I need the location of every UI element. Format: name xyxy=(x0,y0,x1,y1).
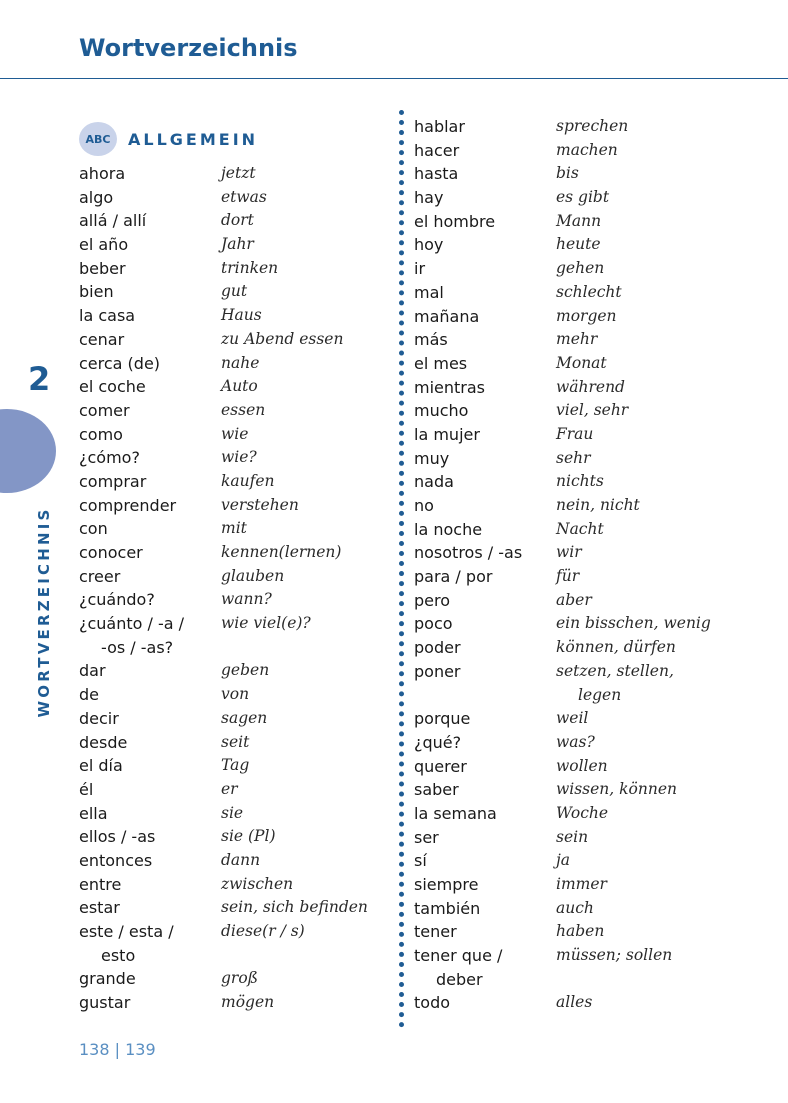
vocab-row xyxy=(414,636,744,660)
vocab-row xyxy=(414,376,744,400)
spanish-word: saber xyxy=(414,780,459,800)
spanish-word: no xyxy=(414,496,434,515)
german-translation: sein, sich befinden xyxy=(221,898,368,917)
german-translation: kaufen xyxy=(221,471,275,490)
vocab-row xyxy=(79,280,379,304)
vocab-row xyxy=(414,991,744,1015)
vocab-row xyxy=(414,328,744,352)
spanish-word: ¿qué? xyxy=(414,732,462,752)
vocab-row xyxy=(79,423,379,447)
german-translation: gehen xyxy=(556,259,605,278)
vocab-row xyxy=(414,423,744,447)
vocab-row xyxy=(414,518,744,542)
vocab-row xyxy=(79,873,379,897)
spanish-word: hay xyxy=(414,188,444,208)
vocab-row xyxy=(414,920,744,944)
vocab-row xyxy=(414,305,744,329)
spanish-word: el mes xyxy=(414,353,468,373)
spanish-word: bien xyxy=(79,282,114,302)
vocab-row xyxy=(79,707,379,731)
vocab-row xyxy=(414,494,744,518)
german-translation: morgen xyxy=(556,306,617,325)
vocab-row xyxy=(414,139,744,163)
german-translation: groß xyxy=(221,969,259,988)
spanish-word: como xyxy=(79,424,123,444)
german-translation: für xyxy=(556,567,580,586)
german-translation: mögen xyxy=(221,993,275,1012)
german-translation: schlecht xyxy=(556,282,622,301)
spanish-word: ahora xyxy=(79,164,126,183)
spanish-word: entre xyxy=(79,874,122,894)
vocab-row xyxy=(414,849,744,873)
vocab-row xyxy=(414,826,744,850)
german-translation: sehr xyxy=(556,448,591,467)
german-translation: wissen, können xyxy=(556,780,677,799)
german-translation: Haus xyxy=(221,306,262,325)
vocab-row xyxy=(79,731,379,755)
title-rule xyxy=(0,78,788,79)
spanish-word: todo xyxy=(414,993,451,1013)
vocab-row xyxy=(414,873,744,897)
german-translation: glauben xyxy=(221,566,285,585)
vocab-row xyxy=(414,707,744,731)
vocab-row xyxy=(79,162,379,186)
spanish-word: algo xyxy=(79,187,114,207)
german-translation: Frau xyxy=(556,424,594,443)
vocab-row xyxy=(414,233,744,257)
german-translation: alles xyxy=(556,993,593,1012)
spanish-word: mientras xyxy=(414,377,486,397)
spanish-word: deber xyxy=(436,969,483,989)
german-translation: während xyxy=(556,377,625,396)
spanish-word: hoy xyxy=(414,235,444,255)
vocab-row xyxy=(79,328,379,352)
vocab-row xyxy=(79,470,379,494)
german-translation: Nacht xyxy=(556,519,604,538)
german-translation: was? xyxy=(556,732,595,751)
spanish-word: siempre xyxy=(414,875,479,894)
german-translation: etwas xyxy=(221,187,267,206)
spanish-word: la casa xyxy=(79,306,136,326)
spanish-word: ella xyxy=(79,803,108,823)
vocab-row xyxy=(79,636,379,660)
spanish-word: poco xyxy=(414,614,453,634)
spanish-word: poder xyxy=(414,638,461,658)
vocab-row xyxy=(414,612,744,636)
german-translation: ja xyxy=(556,851,571,870)
vocab-row xyxy=(79,802,379,826)
spanish-word: para / por xyxy=(414,567,493,587)
spanish-word: desde xyxy=(79,732,128,752)
german-translation: legen xyxy=(578,685,622,704)
german-translation: machen xyxy=(556,140,618,159)
spanish-word: gustar xyxy=(79,993,131,1013)
spanish-word: él xyxy=(79,779,94,799)
vocab-row xyxy=(79,588,379,612)
vocab-row xyxy=(79,352,379,376)
german-translation: bis xyxy=(556,164,579,183)
side-tab-label: WORTVERZEICHNIS xyxy=(35,506,53,718)
spanish-word: esto xyxy=(101,945,136,965)
spanish-word: más xyxy=(414,330,448,350)
german-translation: mehr xyxy=(556,330,598,349)
vocab-row xyxy=(414,968,744,992)
vocab-row xyxy=(79,825,379,849)
vocab-row xyxy=(414,755,744,779)
german-translation: gut xyxy=(221,282,248,301)
vocab-row xyxy=(414,944,744,968)
german-translation: Woche xyxy=(556,803,609,822)
german-translation: auch xyxy=(556,898,594,917)
vocab-row xyxy=(79,186,379,210)
spanish-word: ¿cuándo? xyxy=(79,590,155,610)
spanish-word: entonces xyxy=(79,850,153,870)
vocab-row xyxy=(79,754,379,778)
vocab-row xyxy=(79,446,379,470)
spanish-word: comprar xyxy=(79,471,147,491)
spanish-word: poner xyxy=(414,661,461,681)
vocab-row xyxy=(414,778,744,802)
german-translation: nein, nicht xyxy=(556,496,640,514)
vocab-row xyxy=(79,541,379,565)
spanish-word: mal xyxy=(414,282,444,302)
spanish-word: mañana xyxy=(414,306,480,326)
vocabulary-column-left xyxy=(79,162,379,1015)
vocabulary-column-right xyxy=(414,115,744,1015)
vocab-row xyxy=(79,659,379,683)
german-translation: weil xyxy=(556,709,589,728)
german-translation: können, dürfen xyxy=(556,638,676,657)
german-translation: zu Abend essen xyxy=(221,329,344,348)
vocab-row xyxy=(414,399,744,423)
spanish-word: sí xyxy=(414,851,427,871)
spanish-word: la semana xyxy=(414,803,497,823)
spanish-word: ¿cómo? xyxy=(79,448,140,468)
german-translation: kennen(lernen) xyxy=(221,543,342,561)
german-translation: sprechen xyxy=(556,117,629,135)
spanish-word: nada xyxy=(414,472,454,492)
section-header xyxy=(79,120,258,158)
column-divider xyxy=(399,110,404,1028)
vocab-row xyxy=(79,849,379,873)
german-translation: dann xyxy=(221,850,261,869)
german-translation: sein xyxy=(556,827,589,846)
vocab-row xyxy=(414,115,744,139)
vocab-row xyxy=(79,896,379,920)
vocab-row xyxy=(414,186,744,210)
spanish-word: hacer xyxy=(414,140,460,160)
spanish-word: comprender xyxy=(79,495,177,515)
spanish-word: hablar xyxy=(414,117,465,136)
german-translation: setzen, stellen, xyxy=(556,661,674,680)
vocab-row xyxy=(79,257,379,281)
german-translation: wie xyxy=(221,424,249,443)
vocab-row xyxy=(79,494,379,518)
german-translation: jetzt xyxy=(221,164,256,182)
spanish-word: querer xyxy=(414,756,467,776)
spanish-word: el coche xyxy=(79,377,146,397)
spanish-word: tener que / xyxy=(414,946,503,966)
spanish-word: decir xyxy=(79,708,119,728)
spanish-word: nosotros / -as xyxy=(414,543,523,563)
german-translation: Jahr xyxy=(221,235,254,254)
german-translation: Tag xyxy=(221,756,250,775)
german-translation: seit xyxy=(221,732,250,751)
spanish-word: el hombre xyxy=(414,211,496,231)
chapter-number: 2 xyxy=(28,360,51,398)
german-translation: aber xyxy=(556,590,592,609)
vocab-row xyxy=(79,967,379,991)
vocab-row xyxy=(414,565,744,589)
german-translation: diese(r / s) xyxy=(221,922,305,940)
german-translation: zwischen xyxy=(221,874,294,893)
spanish-word: pero xyxy=(414,590,451,610)
spanish-word: el año xyxy=(79,235,129,255)
vocab-row xyxy=(414,589,744,613)
vocab-row xyxy=(79,233,379,257)
german-translation: Mann xyxy=(556,211,602,230)
vocab-row xyxy=(79,991,379,1015)
german-translation: Auto xyxy=(221,377,258,396)
german-translation: viel, sehr xyxy=(556,401,629,420)
spanish-word: ser xyxy=(414,827,439,847)
spanish-word: de xyxy=(79,685,99,705)
spanish-word: conocer xyxy=(79,543,143,562)
spanish-word: el día xyxy=(79,756,123,776)
german-translation: wann? xyxy=(221,590,272,609)
vocab-row xyxy=(79,920,379,944)
spanish-word: estar xyxy=(79,898,120,918)
spanish-word: grande xyxy=(79,969,136,989)
vocab-row xyxy=(414,210,744,234)
spanish-word: este / esta / xyxy=(79,922,174,941)
spanish-word: cerca (de) xyxy=(79,353,161,373)
german-translation: ein bisschen, wenig xyxy=(556,614,711,633)
german-translation: wollen xyxy=(556,756,608,775)
vocab-row xyxy=(414,684,744,708)
spanish-word: dar xyxy=(79,661,106,681)
german-translation: wir xyxy=(556,543,582,562)
vocab-row xyxy=(79,944,379,968)
spanish-word: mucho xyxy=(414,401,469,421)
german-translation: sie xyxy=(221,803,244,822)
spanish-word: la mujer xyxy=(414,424,480,444)
spanish-word: ¿cuánto / -a / xyxy=(79,614,185,634)
german-translation: nahe xyxy=(221,353,260,372)
vocab-row xyxy=(414,447,744,471)
vocab-row xyxy=(79,565,379,589)
german-translation: mit xyxy=(221,519,247,538)
vocab-row xyxy=(79,209,379,233)
spanish-word: la noche xyxy=(414,519,483,539)
german-translation: er xyxy=(221,779,238,798)
german-translation: nichts xyxy=(556,472,604,491)
vocab-row xyxy=(414,802,744,826)
spanish-word: -os / -as? xyxy=(101,637,174,657)
german-translation: trinken xyxy=(221,258,279,277)
german-translation: es gibt xyxy=(556,188,610,207)
spanish-word: ellos / -as xyxy=(79,827,156,847)
german-translation: von xyxy=(221,685,250,704)
vocab-row xyxy=(414,897,744,921)
german-translation: immer xyxy=(556,875,607,893)
section-title: ALLGEMEIN xyxy=(128,129,259,149)
german-translation: heute xyxy=(556,235,601,254)
vocab-row xyxy=(414,541,744,565)
vocab-row xyxy=(79,612,379,636)
spanish-word: comer xyxy=(79,400,130,420)
german-translation: sagen xyxy=(221,708,268,727)
german-translation: Monat xyxy=(556,353,607,372)
german-translation: geben xyxy=(221,661,270,680)
vocab-row xyxy=(414,281,744,305)
german-translation: haben xyxy=(556,922,605,941)
german-translation: essen xyxy=(221,400,266,419)
spanish-word: hasta xyxy=(414,164,459,184)
spanish-word: con xyxy=(79,519,108,539)
spanish-word: porque xyxy=(414,709,471,729)
spanish-word: creer xyxy=(79,566,121,586)
german-translation: dort xyxy=(221,211,254,230)
german-translation: sie (Pl) xyxy=(221,827,276,846)
vocab-row xyxy=(79,683,379,707)
spanish-word: beber xyxy=(79,258,126,278)
spanish-word xyxy=(414,684,556,708)
vocab-row xyxy=(414,352,744,376)
spanish-word: tener xyxy=(414,922,457,942)
vocab-row xyxy=(79,778,379,802)
vocab-row xyxy=(79,517,379,541)
page-title: Wortverzeichnis xyxy=(79,34,298,62)
spanish-word: cenar xyxy=(79,329,125,349)
german-translation: wie viel(e)? xyxy=(221,614,311,633)
vocab-row xyxy=(414,162,744,186)
vocab-row xyxy=(79,375,379,399)
vocab-row xyxy=(414,660,744,684)
vocab-row xyxy=(414,257,744,281)
spanish-word: ir xyxy=(414,259,426,279)
vocab-row xyxy=(414,470,744,494)
page-numbers: 138 | 139 xyxy=(79,1040,156,1059)
vocab-row xyxy=(79,399,379,423)
spanish-word: también xyxy=(414,898,481,918)
abc-icon: ABC xyxy=(79,122,117,156)
chapter-circle xyxy=(0,409,56,493)
spanish-word: muy xyxy=(414,448,450,468)
spanish-word: allá / allí xyxy=(79,211,147,231)
german-translation: verstehen xyxy=(221,495,299,514)
vocab-row xyxy=(79,304,379,328)
german-translation: müssen; sollen xyxy=(556,946,673,965)
german-translation: wie? xyxy=(221,448,257,467)
vocab-row xyxy=(414,731,744,755)
